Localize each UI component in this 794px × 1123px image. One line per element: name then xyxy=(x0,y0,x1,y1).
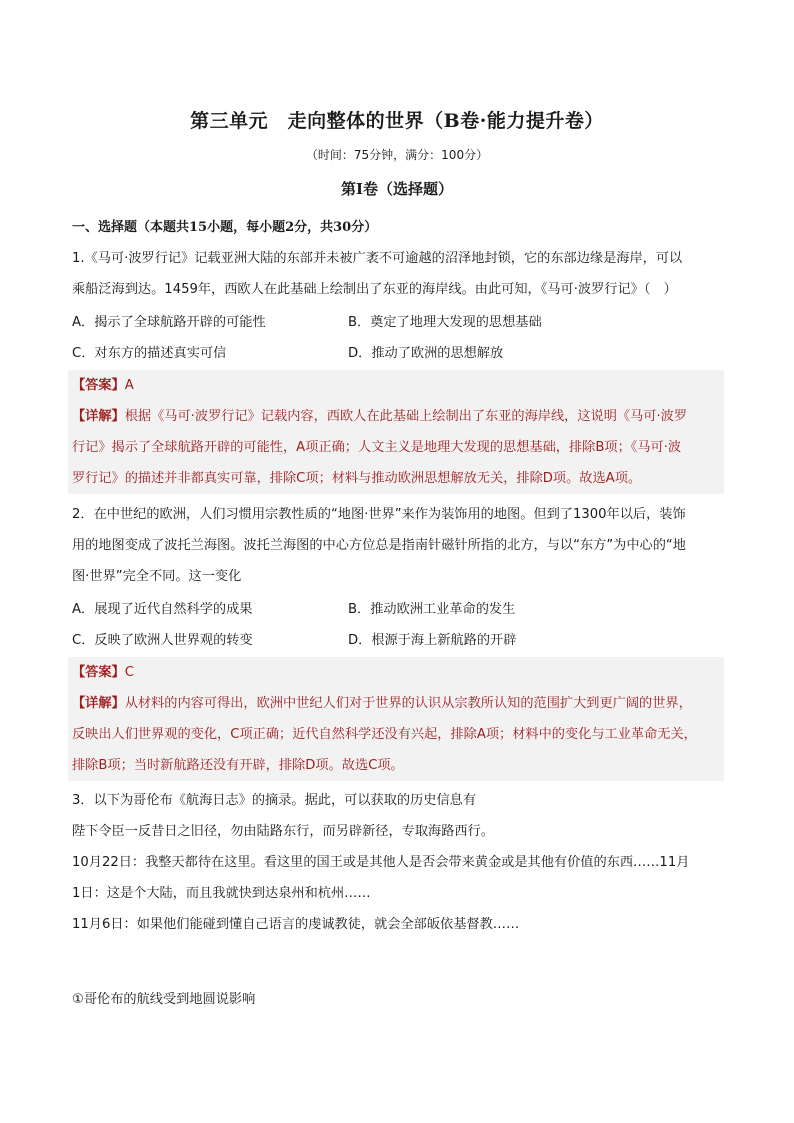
detail-line xyxy=(72,401,720,432)
option-d: D．推动了欧洲的思想解放 xyxy=(348,346,504,361)
option-d: D．根源于海上新航路的开辟 xyxy=(348,633,517,648)
answer-value: C xyxy=(124,665,134,680)
question-text-line: 2．在中世纪的欧洲，人们习惯用宗教性质的“地图·世界”来作为装饰用的地图。但到了1300年以后，装饰 xyxy=(72,507,686,522)
question-1-options-row-2 xyxy=(72,338,722,369)
question-text-line: 1.《马可·波罗行记》记载亚洲大陆的东部并未被广袤不可逾越的沼泽地封锁，它的东部边缘是海岸，可以 xyxy=(72,251,683,266)
quote-line: 陛下令臣一反昔日之旧径，勿由陆路东行，而另辟新径，专取海路西行。 xyxy=(72,824,494,839)
question-3-item-1 xyxy=(72,984,722,1015)
question-text-line: 乘船泛海到达。1459年，西欧人在此基础上绘制出了东亚的海岸线。由此可知，《马可·波罗行记》（ ） xyxy=(72,282,677,297)
question-2-options-row-1 xyxy=(72,594,722,625)
answer-value: A xyxy=(124,378,134,393)
question-2-options-row-2 xyxy=(72,625,722,656)
question-2-stem xyxy=(72,499,722,592)
question-1-options-row-1 xyxy=(72,307,722,338)
quote-line: 1日：这是个大陆，而且我就快到达泉州和杭州…… xyxy=(72,886,371,901)
part-heading: 第Ⅰ卷（选择题） xyxy=(340,180,454,198)
option-b: B．推动欧洲工业革命的发生 xyxy=(348,602,516,617)
detail-text: 反映出人们世界观的变化，C项正确；近代自然科学还没有兴起，排除A项；材料中的变化与工业革命无关， xyxy=(72,727,697,742)
section-heading: 一、选择题（本题共15小题，每小题2分，共30分） xyxy=(72,220,378,235)
option-a: A．揭示了全球航路开辟的可能性 xyxy=(72,315,266,330)
option-b: B．奠定了地理大发现的思想基础 xyxy=(348,315,542,330)
option-a: A．展现了近代自然科学的成果 xyxy=(72,602,253,617)
question-text-line: 用的地图变成了波托兰海图。波托兰海图的中心方位总是指南针磁针所指的北方，与以“东方”为中心的“地 xyxy=(72,538,686,553)
question-2-answer-box xyxy=(68,657,724,781)
statement-line: ①哥伦布的航线受到地圆说影响 xyxy=(72,992,256,1007)
detail-tag: 【详解】 xyxy=(72,409,125,424)
exam-time-info: （时间：75分钟，满分：100分） xyxy=(305,148,489,162)
question-1-stem xyxy=(72,243,722,305)
option-c: C．对东方的描述真实可信 xyxy=(72,346,227,361)
option-c: C．反映了欧洲人世界观的转变 xyxy=(72,633,253,648)
page-title: 第三单元 走向整体的世界（B卷·能力提升卷） xyxy=(190,110,604,132)
detail-text: 根据《马可·波罗行记》记载内容，西欧人在此基础上绘制出了东亚的海岸线，这说明《马可·波罗 xyxy=(124,409,688,424)
question-1-answer-box xyxy=(68,370,724,494)
detail-line xyxy=(72,688,720,719)
answer-line xyxy=(72,657,720,688)
answer-tag: 【答案】 xyxy=(72,378,125,393)
quote-line: 10月22日：我整天都待在这里。看这里的国王或是其他人是否会带来黄金或是其他有价值的东西……11月 xyxy=(72,855,690,870)
question-text-line: 3．以下为哥伦布《航海日志》的摘录。据此，可以获取的历史信息有 xyxy=(72,793,477,808)
question-text-line: 图·世界”完全不同。这一变化 xyxy=(72,569,242,584)
detail-text: 排除B项；当时新航路还没有开辟，排除D项。故选C项。 xyxy=(72,758,404,773)
detail-text: 罗行记》的描述并非都真实可靠，排除C项；材料与推动欧洲思想解放无关，排除D项。故选A项。 xyxy=(72,471,642,486)
quote-line: 11月6日：如果他们能碰到懂自己语言的虔诚教徒，就会全部皈依基督教…… xyxy=(72,917,520,932)
answer-tag: 【答案】 xyxy=(72,665,125,680)
answer-line xyxy=(72,370,720,401)
detail-tag: 【详解】 xyxy=(72,696,125,711)
question-3-stem xyxy=(72,785,722,940)
detail-text: 从材料的内容可得出，欧洲中世纪人们对于世界的认识从宗教所认知的范围扩大到更广阔的世界， xyxy=(124,696,692,711)
detail-text: 行记》揭示了全球航路开辟的可能性，A项正确；人文主义是地理大发现的思想基础，排除B项；《马可·波 xyxy=(72,440,682,455)
